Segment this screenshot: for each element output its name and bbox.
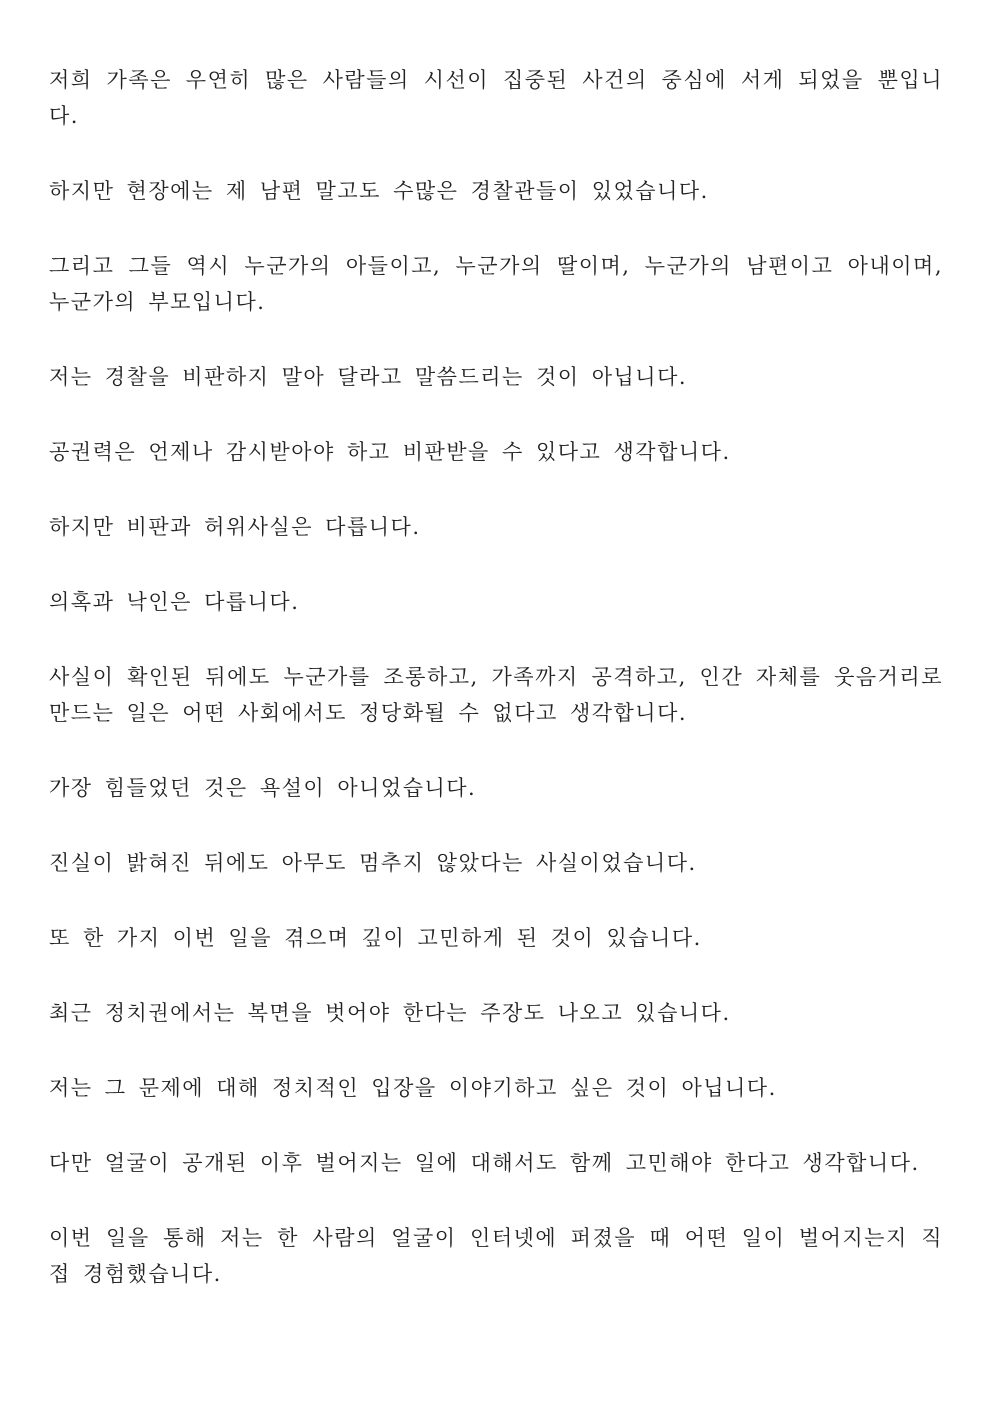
paragraph: 저는 경찰을 비판하지 말아 달라고 말씀드리는 것이 아닙니다. [49, 365, 688, 389]
paragraph: 다만 얼굴이 공개된 이후 벌어지는 일에 대해서도 함께 고민해야 한다고 생각합니다. [49, 1151, 920, 1175]
paragraph: 최근 정치권에서는 복면을 벗어야 한다는 주장도 나오고 있습니다. [49, 1001, 731, 1025]
paragraph: 사실이 확인된 뒤에도 누군가를 조롱하고, 가족까지 공격하고, 인간 자체를 웃음거리로 만드는 일은 어떤 사회에서도 정당화될 수 없다고 생각합니다. [49, 665, 943, 725]
paragraph: 그리고 그들 역시 누군가의 아들이고, 누군가의 딸이며, 누군가의 남편이고 아내이며, 누군가의 부모입니다. [49, 254, 943, 314]
paragraph: 의혹과 낙인은 다릅니다. [49, 590, 300, 614]
paragraph: 저희 가족은 우연히 많은 사람들의 시선이 집중된 사건의 중심에 서게 되었을 뿐입니다. [49, 68, 943, 128]
paragraph: 가장 힘들었던 것은 욕설이 아니었습니다. [49, 776, 477, 800]
paragraph: 하지만 현장에는 제 남편 말고도 수많은 경찰관들이 있었습니다. [49, 179, 709, 203]
paragraph: 공권력은 언제나 감시받아야 하고 비판받을 수 있다고 생각합니다. [49, 440, 731, 464]
paragraph: 진실이 밝혀진 뒤에도 아무도 멈추지 않았다는 사실이었습니다. [49, 851, 697, 875]
paragraph: 이번 일을 통해 저는 한 사람의 얼굴이 인터넷에 퍼졌을 때 어떤 일이 벌어지는지 직접 경험했습니다. [49, 1226, 943, 1286]
document-page [49, 62, 943, 1331]
paragraph: 하지만 비판과 허위사실은 다릅니다. [49, 515, 421, 539]
paragraph: 또 한 가지 이번 일을 겪으며 깊이 고민하게 된 것이 있습니다. [49, 926, 702, 950]
paragraph: 저는 그 문제에 대해 정치적인 입장을 이야기하고 싶은 것이 아닙니다. [49, 1076, 777, 1100]
